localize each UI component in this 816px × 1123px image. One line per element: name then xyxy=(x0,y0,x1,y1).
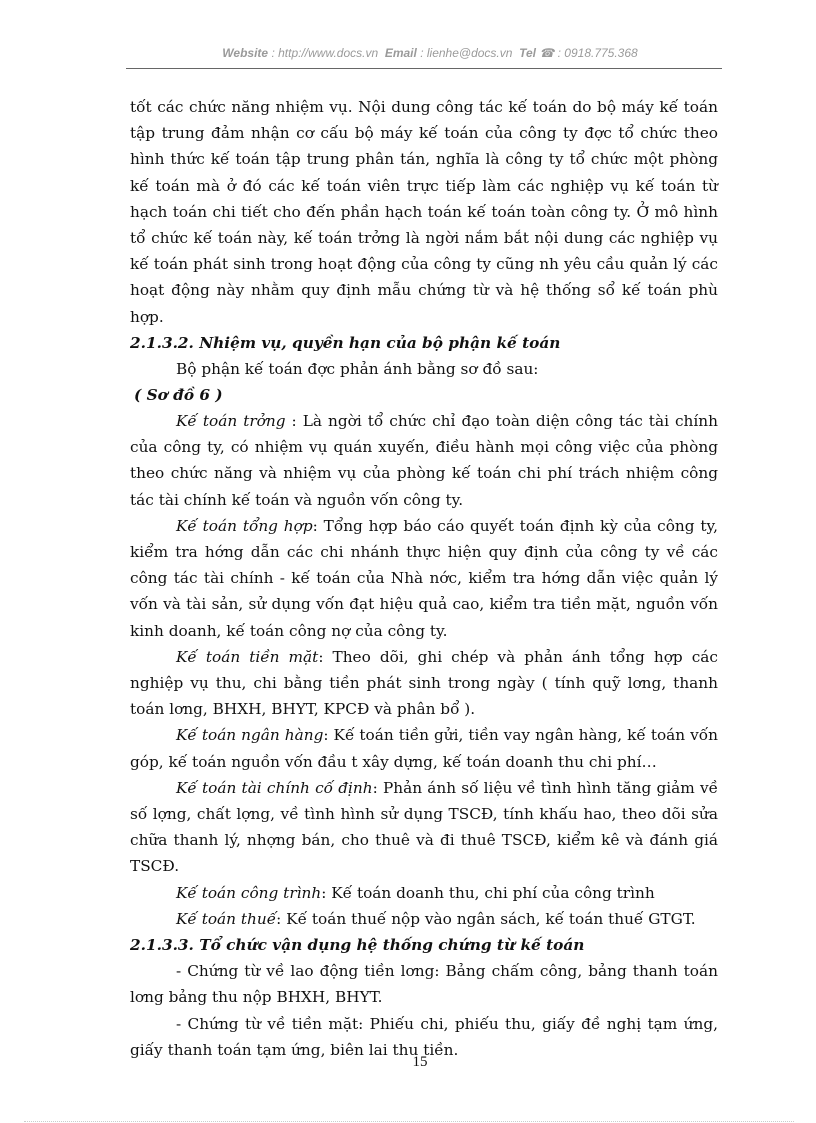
term-project-accountant: Kế toán công trình xyxy=(176,883,322,902)
section-heading-2-1-3-2: 2.1.3.2. Nhiệm vụ, quyền hạn của bộ phận kế toán xyxy=(130,333,561,352)
tel-label: Tel xyxy=(519,46,536,60)
paragraph-general-accountant xyxy=(130,513,718,644)
paragraph-cash-documents: - Chứng từ về tiền mặt: Phiếu chi, phiếu thu, giấy đề nghị tạm ứng, giấy thanh toán tạm ứng, biên lai thu tiền. xyxy=(130,1014,718,1059)
page-bottom-border xyxy=(24,1121,794,1122)
document-body xyxy=(130,94,718,1063)
paragraph-payroll-documents: - Chứng từ về lao động tiền lơng: Bảng chấm công, bảng thanh toán lơng bảng thu nộp BHXH, BHYT. xyxy=(130,962,718,1007)
term-fixed-asset-accountant: Kế toán tài chính cố định xyxy=(176,778,373,797)
email-label: Email xyxy=(384,46,417,60)
paragraph-cash-accountant xyxy=(130,644,718,723)
text-chief-accountant: : Là ngời tổ chức chỉ đạo toàn diện công tác tài chính của công ty, có nhiệm vụ quán xuyến, điều hành mọi công việc của phòng theo chức năng và nhiệm vụ của phòng kế toán chi phí trách nhiệm công tác tài chính kế toán và nguồn vốn công ty. xyxy=(130,412,718,509)
paragraph-intro: tốt các chức năng nhiệm vụ. Nội dung công tác kế toán do bộ máy kế toán tập trung đảm nhận cơ cấu bộ máy kế toán của công ty đợc tổ chức theo hình thức kế toán tập trung phân tán, nghĩa là công ty tổ chức một phòng kế toán mà ở đó các kế toán viên trực tiếp làm các nghiệp vụ kế toán từ hạch toán chi tiết cho đến phần hạch toán kế toán toàn công ty. Ở mô hình tổ chức kế toán này, kế toán trởng là ngời nắm bắt nội dung các nghiệp vụ kế toán phát sinh trong hoạt động của công ty cũng nh yêu cầu quản lý các hoạt động này nhằm quy định mẫu chứng từ và hệ thống sổ kế toán phù hợp. xyxy=(130,98,718,326)
section-heading-2-1-3-3: 2.1.3.3. Tổ chức vận dụng hệ thống chứng từ kế toán xyxy=(130,936,585,955)
text-tax-accountant: : Kế toán thuế nộp vào ngân sách, kế toán thuế GTGT. xyxy=(276,909,696,928)
text-general-accountant: : Tổng hợp báo cáo quyết toán định kỳ của công ty, kiểm tra hớng dẫn các chi nhánh thực hiện quy định của công ty về các công tác tài chính - kế toán của Nhà nớc, kiểm tra hớng dẫn việc quản lý vốn và tài sản, sử dụng vốn đạt hiệu quả cao, kiểm tra tiền mặt, nguồn vốn kinh doanh, kế toán công nợ của công ty. xyxy=(130,516,718,640)
paragraph-diagram-intro: Bộ phận kế toán đợc phản ánh bằng sơ đồ sau: xyxy=(176,359,539,378)
term-tax-accountant: Kế toán thuế xyxy=(176,909,277,928)
paragraph-bank-accountant xyxy=(130,722,718,774)
diagram-reference: ( Sơ đồ 6 ) xyxy=(134,386,223,405)
email-value: : lienhe@docs.vn xyxy=(420,46,513,60)
term-cash-accountant: Kế toán tiền mặt xyxy=(176,647,319,666)
page-header xyxy=(140,46,720,60)
website-value: : http://www.docs.vn xyxy=(271,46,379,60)
term-bank-accountant: Kế toán ngân hàng xyxy=(176,726,324,745)
paragraph-tax-accountant xyxy=(130,906,718,932)
text-project-accountant: : Kế toán doanh thu, chi phí của công trình xyxy=(321,883,655,902)
paragraph-project-accountant xyxy=(130,880,718,906)
header-divider xyxy=(126,68,722,69)
text-bank-accountant: : Kế toán tiền gửi, tiền vay ngân hàng, kế toán vốn góp, kế toán nguồn vốn đầu t xây dựng, kế toán doanh thu chi phí… xyxy=(130,726,718,771)
tel-value: ☎ : 0918.775.368 xyxy=(539,46,638,60)
text-fixed-asset-accountant: : Phản ánh số liệu về tình hình tăng giảm về số lợng, chất lợng, về tình hình sử dụng TSCĐ, tính khấu hao, theo dõi sửa chữa thanh lý, nhợng bán, cho thuê và đi thuê TSCĐ, kiểm kê và đánh giá TSCĐ. xyxy=(130,778,719,876)
term-chief-accountant: Kế toán trởng xyxy=(176,412,286,431)
paragraph-fixed-asset-accountant xyxy=(130,775,718,880)
paragraph-chief-accountant xyxy=(130,408,718,513)
term-general-accountant: Kế toán tổng hợp xyxy=(176,516,313,535)
website-label: Website xyxy=(222,46,269,60)
page-number: 15 xyxy=(412,1054,428,1070)
text-cash-accountant: : Theo dõi, ghi chép và phản ánh tổng hợp các nghiệp vụ thu, chi bằng tiền phát sinh trong ngày ( tính quỹ lơng, thanh toán lơng, BHXH, BHYT, KPCĐ và phân bổ ). xyxy=(130,647,718,719)
